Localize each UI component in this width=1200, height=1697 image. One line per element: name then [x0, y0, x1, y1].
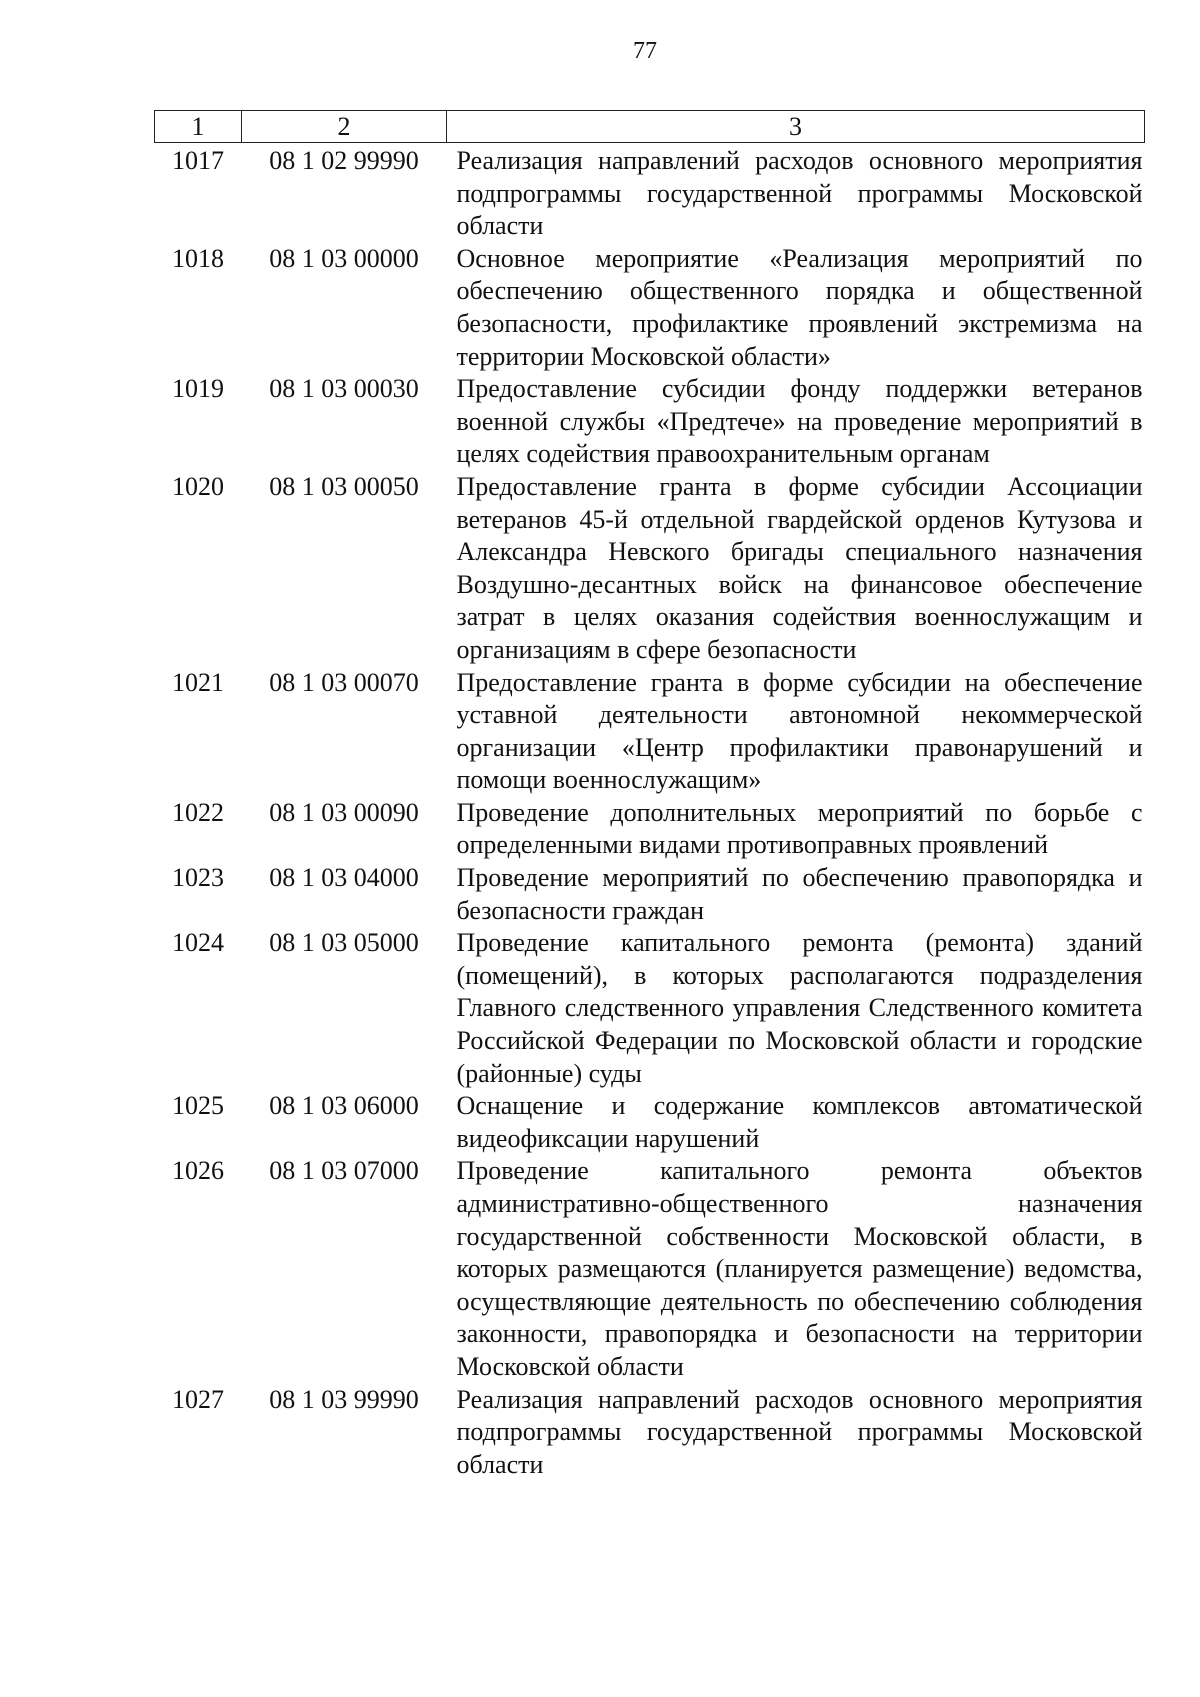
- table-row: [155, 143, 1145, 243]
- column-header-3: 3: [447, 111, 1145, 143]
- table-row: [155, 797, 1145, 862]
- row-description: Оснащение и содержание комплексов автоматической видеофиксации нарушений: [456, 1091, 1143, 1153]
- table-row: [155, 1090, 1145, 1155]
- budget-code: 08 1 03 07000: [269, 1156, 419, 1186]
- budget-code: 08 1 03 05000: [269, 928, 419, 958]
- row-description: Основное мероприятие «Реализация мероприятий по обеспечению общественного порядка и общественной безопасности, профилактике проявлений экстремизма на территории Московской области»: [456, 243, 1143, 371]
- row-description: Проведение капитального ремонта (ремонта) зданий (помещений), в которых располагаются подразделения Главного следственного управления Следственного комитета Российской Федерации по Московской области и городские (районные) суды: [456, 928, 1143, 1088]
- row-number: 1023: [172, 863, 224, 893]
- row-number: 1025: [172, 1091, 224, 1121]
- table-row: [155, 471, 1145, 667]
- budget-code: 08 1 03 00050: [269, 471, 419, 501]
- row-description: Проведение мероприятий по обеспечению правопорядка и безопасности граждан: [456, 863, 1143, 925]
- table-header-row: [155, 111, 1145, 143]
- row-number: 1018: [172, 243, 224, 273]
- budget-code: 08 1 03 00000: [269, 243, 419, 273]
- budget-code-table: [154, 110, 1145, 1481]
- table-row: [155, 373, 1145, 471]
- row-number: 1021: [172, 667, 224, 697]
- budget-code: 08 1 03 00070: [269, 667, 419, 697]
- table-row: [155, 927, 1145, 1090]
- row-description: Проведение дополнительных мероприятий по борьбе с определенными видами противоправных проявлений: [456, 797, 1143, 860]
- row-description: Реализация направлений расходов основного мероприятия подпрограммы государственной программы Московской области: [456, 146, 1143, 241]
- row-number: 1022: [172, 797, 224, 827]
- row-description: Реализация направлений расходов основного мероприятия подпрограммы государственной программы Московской области: [456, 1384, 1143, 1479]
- table-row: [155, 1384, 1145, 1482]
- budget-code: 08 1 03 00090: [269, 797, 419, 827]
- column-header-1: 1: [155, 111, 242, 143]
- row-number: 1027: [172, 1384, 224, 1414]
- budget-code: 08 1 02 99990: [269, 146, 419, 175]
- budget-code: 08 1 03 04000: [269, 863, 419, 893]
- row-description: Предоставление гранта в форме субсидии на обеспечение уставной деятельности автономной некоммерческой организации «Центр профилактики правонарушений и помощи военнослужащим»: [456, 667, 1143, 795]
- table-row: [155, 243, 1145, 373]
- row-description: Проведение капитального ремонта объектов административно-общественного назначения государственной собственности Московской области, в которых размещаются (планируется размещение) ведомства, осуществляющие деятельность по обеспечению соблюдения законности, правопорядка и безопасности на территории Московской области: [456, 1156, 1143, 1381]
- row-description: Предоставление субсидии фонду поддержки ветеранов военной службы «Предтече» на проведение мероприятий в целях содействия правоохранительным органам: [456, 374, 1143, 469]
- row-number: 1026: [172, 1156, 224, 1186]
- row-number: 1024: [172, 928, 224, 958]
- row-number: 1020: [172, 471, 224, 501]
- row-number: 1017: [172, 146, 224, 175]
- row-number: 1019: [172, 374, 224, 404]
- table-row: [155, 1155, 1145, 1383]
- page-number: 77: [633, 38, 657, 64]
- budget-code: 08 1 03 00030: [269, 374, 419, 404]
- column-header-2: 2: [242, 111, 447, 143]
- row-description: Предоставление гранта в форме субсидии Ассоциации ветеранов 45-й отдельной гвардейской орденов Кутузова и Александра Невского бригады специального назначения Воздушно-десантных войск на финансовое обеспечение затрат в целях оказания содействия военнослужащим и организациям в сфере безопасности: [456, 471, 1143, 664]
- budget-code: 08 1 03 06000: [269, 1091, 419, 1121]
- table-row: [155, 667, 1145, 797]
- table-row: [155, 862, 1145, 927]
- budget-code: 08 1 03 99990: [269, 1384, 419, 1414]
